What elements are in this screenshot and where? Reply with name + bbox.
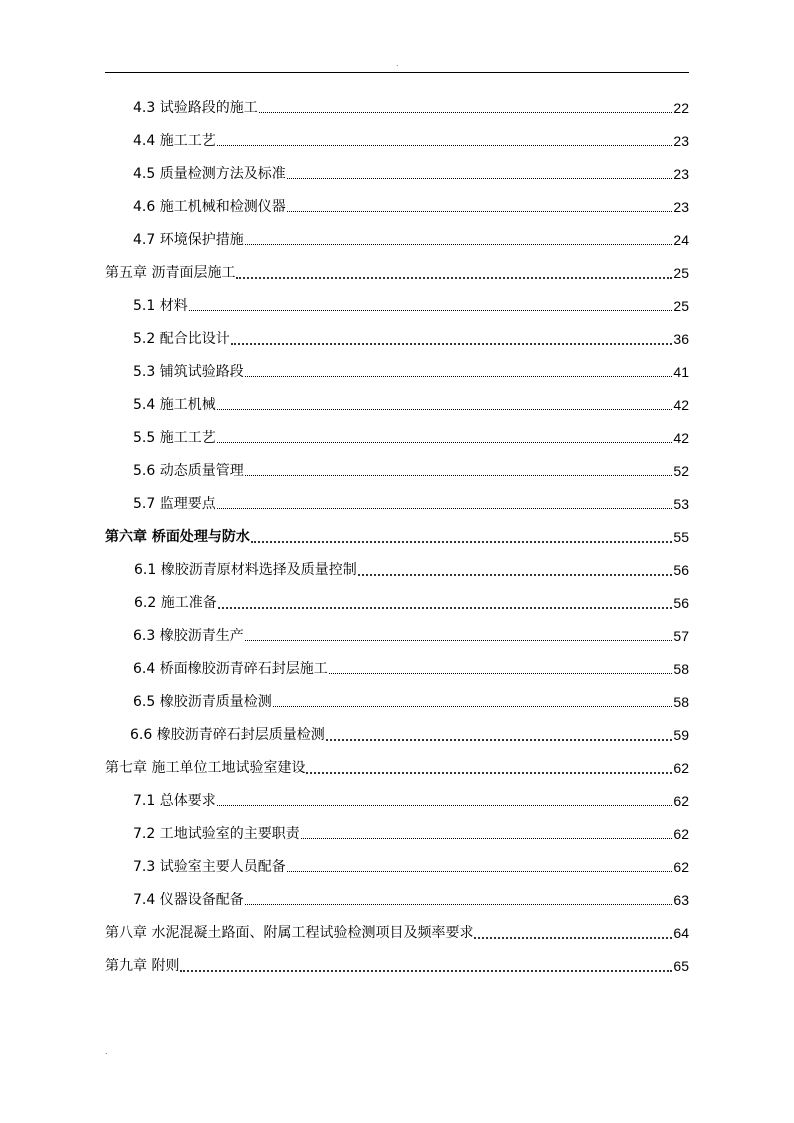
- toc-entry-title: 6.4 桥面橡胶沥青碎石封层施工: [133, 660, 328, 677]
- toc-section-entry[interactable]: [105, 289, 689, 322]
- toc-section-entry[interactable]: [105, 553, 689, 586]
- toc-section-entry[interactable]: [105, 652, 689, 685]
- toc-dot-leader: [326, 725, 672, 741]
- toc-page-number: 42: [673, 396, 689, 413]
- toc-section-entry[interactable]: [105, 586, 689, 619]
- toc-chapter-entry[interactable]: [105, 520, 689, 553]
- toc-entry-title: 7.2 工地试验室的主要职责: [133, 825, 300, 842]
- toc-section-entry[interactable]: [105, 784, 689, 817]
- toc-page-number: 65: [673, 957, 689, 974]
- toc-section-entry[interactable]: [105, 487, 689, 520]
- toc-dot-leader: [180, 956, 672, 972]
- toc-entry-title: 6.5 橡胶沥青质量检测: [133, 693, 272, 710]
- toc-page-number: 25: [673, 297, 689, 314]
- toc-section-entry[interactable]: [105, 817, 689, 850]
- toc-page-number: 64: [673, 924, 689, 941]
- toc-page-number: 63: [673, 891, 689, 908]
- toc-page-number: 41: [673, 363, 689, 380]
- toc-section-entry[interactable]: [105, 454, 689, 487]
- toc-dot-leader: [245, 461, 672, 476]
- toc-page-number: 56: [673, 561, 689, 578]
- toc-entry-title: 5.2 配合比设计: [133, 330, 230, 347]
- toc-entry-title: 5.6 动态质量管理: [133, 462, 244, 479]
- toc-section-entry[interactable]: [105, 355, 689, 388]
- toc-entry-title: 第五章 沥青面层施工: [105, 264, 236, 281]
- toc-section-entry[interactable]: [105, 223, 689, 256]
- toc-page-number: 25: [673, 264, 689, 281]
- toc-entry-title: 4.5 质量检测方法及标准: [133, 165, 286, 182]
- toc-entry-title: 6.3 橡胶沥青生产: [133, 627, 244, 644]
- toc-dot-leader: [245, 626, 672, 641]
- toc-entry-title: 第八章 水泥混凝土路面、附属工程试验检测项目及频率要求: [105, 924, 474, 941]
- toc-page-number: 62: [673, 825, 689, 842]
- toc-entry-title: 第六章 桥面处理与防水: [105, 528, 250, 545]
- toc-page-number: 23: [673, 165, 689, 182]
- toc-page-number: 42: [673, 429, 689, 446]
- toc-dot-leader: [217, 131, 672, 146]
- toc-page-number: 56: [673, 594, 689, 611]
- toc-entry-title: 4.3 试验路段的施工: [133, 99, 258, 116]
- toc-section-entry[interactable]: [105, 421, 689, 454]
- toc-dot-leader: [217, 428, 672, 443]
- toc-section-entry[interactable]: [105, 157, 689, 190]
- toc-chapter-entry[interactable]: [105, 949, 689, 982]
- toc-page-number: 62: [673, 759, 689, 776]
- toc-page-number: 58: [673, 693, 689, 710]
- toc-dot-leader: [358, 560, 672, 576]
- toc-section-entry[interactable]: [105, 685, 689, 718]
- toc-dot-leader: [218, 593, 672, 609]
- toc-dot-leader: [217, 494, 672, 509]
- toc-dot-leader: [474, 923, 672, 939]
- toc-entry-title: 第七章 施工单位工地试验室建设: [105, 759, 306, 776]
- toc-section-entry[interactable]: [105, 388, 689, 421]
- header-mark: .: [396, 59, 399, 68]
- toc-page-number: 22: [673, 99, 689, 116]
- toc-dot-leader: [301, 824, 672, 839]
- toc-entry-title: 5.1 材料: [133, 297, 188, 314]
- toc-page-number: 36: [673, 330, 689, 347]
- toc-chapter-entry[interactable]: [105, 916, 689, 949]
- toc-entry-title: 第九章 附则: [105, 957, 180, 974]
- toc-entry-title: 5.5 施工工艺: [133, 429, 216, 446]
- toc-page-number: 59: [673, 726, 689, 743]
- toc-dot-leader: [287, 164, 672, 179]
- toc-dot-leader: [287, 197, 672, 212]
- table-of-contents: [105, 91, 689, 982]
- toc-dot-leader: [259, 98, 672, 113]
- toc-page-number: 55: [673, 528, 689, 545]
- toc-page-number: 58: [673, 660, 689, 677]
- toc-entry-title: 4.7 环境保护措施: [133, 231, 244, 248]
- toc-dot-leader: [245, 890, 672, 905]
- toc-page-number: 52: [673, 462, 689, 479]
- toc-entry-title: 7.4 仪器设备配备: [133, 891, 244, 908]
- toc-page-number: 57: [673, 627, 689, 644]
- toc-page-number: 62: [673, 792, 689, 809]
- toc-dot-leader: [245, 230, 672, 245]
- toc-section-entry[interactable]: [105, 124, 689, 157]
- toc-entry-title: 7.3 试验室主要人员配备: [133, 858, 286, 875]
- toc-dot-leader: [189, 296, 672, 311]
- toc-section-entry[interactable]: [105, 190, 689, 223]
- toc-section-entry[interactable]: [105, 91, 689, 124]
- toc-entry-title: 7.1 总体要求: [133, 792, 216, 809]
- toc-entry-title: 6.1 橡胶沥青原材料选择及质量控制: [134, 561, 357, 578]
- toc-section-entry[interactable]: [105, 322, 689, 355]
- toc-entry-title: 4.4 施工工艺: [133, 132, 216, 149]
- footer-mark: .: [105, 1047, 108, 1056]
- toc-dot-leader: [251, 527, 672, 543]
- toc-section-entry[interactable]: [105, 619, 689, 652]
- toc-page-number: 62: [673, 858, 689, 875]
- toc-entry-title: 6.6 橡胶沥青碎石封层质量检测: [130, 726, 325, 743]
- toc-entry-title: 6.2 施工准备: [134, 594, 217, 611]
- toc-section-entry[interactable]: [105, 883, 689, 916]
- toc-entry-title: 5.7 监理要点: [133, 495, 216, 512]
- toc-chapter-entry[interactable]: [105, 256, 689, 289]
- toc-dot-leader: [273, 692, 672, 707]
- toc-dot-leader: [329, 659, 672, 674]
- toc-page-number: 23: [673, 198, 689, 215]
- toc-page-number: 24: [673, 231, 689, 248]
- toc-entry-title: 4.6 施工机械和检测仪器: [133, 198, 286, 215]
- toc-entry-title: 5.4 施工机械: [133, 396, 216, 413]
- toc-dot-leader: [217, 791, 672, 806]
- toc-dot-leader: [245, 362, 672, 377]
- toc-section-entry[interactable]: [105, 850, 689, 883]
- toc-chapter-entry[interactable]: [105, 751, 689, 784]
- header-rule: [105, 72, 689, 73]
- toc-entry-title: 5.3 铺筑试验路段: [133, 363, 244, 380]
- toc-page-number: 53: [673, 495, 689, 512]
- toc-dot-leader: [217, 395, 672, 410]
- toc-dot-leader: [306, 758, 672, 774]
- toc-dot-leader: [236, 263, 672, 279]
- toc-dot-leader: [287, 857, 672, 872]
- toc-page-number: 23: [673, 132, 689, 149]
- toc-section-entry[interactable]: [105, 718, 689, 751]
- toc-dot-leader: [231, 329, 672, 345]
